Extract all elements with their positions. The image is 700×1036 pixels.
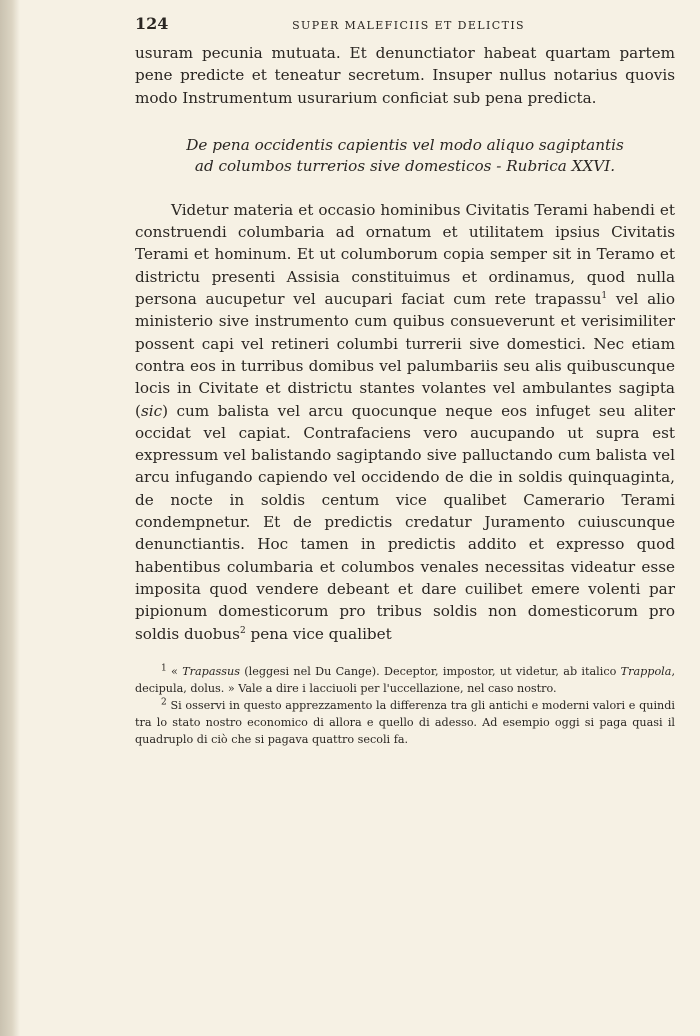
- main-paragraph-part-2: vel alio ministerio sive instrumento cum quibus consueverunt et verisimiliter possent capi vel retineri columbi turrerii sive domestici. Nec etiam contra eos in turribus domibus vel palumbariis seu alis quibuscunque locis in Civitate et districtu stantes volantes vel ambulantes sagipta (: [135, 290, 675, 420]
- footnote-1-mid: (leggesi nel Du Cange). Deceptor, impostor, ut videtur, ab italico: [239, 664, 621, 678]
- footnote-2-text: Si osservi in questo apprezzamento la differenza tra gli antichi e moderni valori e quindi tra lo stato nostro economico di allora e quello di adesso. Ad esempio oggi si paga quasi il quadruplo di ciò che si pagava quattro secoli fa.: [135, 698, 676, 746]
- footnote-1-term2: Trappola: [620, 664, 672, 678]
- footnote-1: [135, 663, 675, 697]
- footnote-2-mark: 2: [161, 697, 167, 708]
- main-paragraph-part-1: Videtur materia et occasio hominibus Civitatis Terami habendi et construendi columbaria ad ornatum et utilitatem ipsius Civitatis Terami et hominum. Et ut columborum copia semper sit in Teramo et districtu presenti Assisia constituimus et ordinamus, quod nulla persona aucupetur vel aucupari faciat cum rete trapassu: [135, 200, 675, 309]
- footnotes: [135, 663, 675, 748]
- main-paragraph-part-3: ) cum balista vel arcu quocunque neque eos infuget seu aliter occidat vel capiat. Contrafaciens vero aucupando ut supra est expressum vel balistando sagiptando sive palluctando cum balista vel arcu infugando capiendo vel occidendo de die in soldis quinquaginta, de nocte in soldis centum vice qualibet Camerario Terami condempnetur. Et de predictis credatur Juramento cuiuscunque denunctiantis. Hoc tamen in predictis addito et expresso quod habentibus columbaria et columbos venales necessitas videatur esse imposita quod vendere debeant et dare cuilibet emere volenti par pipionum domesticorum pro tribus soldis non domesticorum pro soldis duobus: [135, 401, 675, 643]
- footnote-1-pre: «: [171, 664, 183, 678]
- footnote-2: [135, 697, 675, 748]
- book-binding-shadow: [0, 0, 20, 1036]
- book-page: [135, 14, 675, 748]
- footnote-1-post: , decipula, dolus. » Vale a dire i lacciuoli per l'uccellazione, nel caso nostro.: [135, 664, 675, 695]
- continued-paragraph: usuram pecunia mutuata. Et denunctiator habeat quartam partem pene predicte et teneatur secretum. Insuper nullus notarius quovis modo Instrumentum usurarium conficiat sub pena predicta.: [135, 44, 675, 107]
- running-head: [135, 14, 675, 38]
- main-paragraph-part-4: pena vice qualibet: [245, 624, 392, 643]
- rubric-line-2: ad columbos turrerios sive domesticos - Rubrica XXVI.: [194, 156, 616, 175]
- footnote-1-term: Trapassus: [182, 664, 240, 678]
- main-paragraph: [135, 199, 675, 645]
- sic-mark: sic: [140, 401, 163, 420]
- rubric-line-1: De pena occidentis capientis vel modo aliquo sagiptantis: [186, 135, 624, 154]
- page-number: 124: [135, 14, 169, 33]
- footnote-ref-2[interactable]: 2: [239, 625, 246, 636]
- body-text: [135, 42, 675, 645]
- footnote-1-mark: 1: [161, 663, 167, 674]
- rubric-heading: [135, 135, 675, 177]
- running-head-title: SUPER MALEFICIIS ET DELICTIS: [292, 19, 525, 32]
- footnote-ref-1[interactable]: 1: [601, 291, 608, 302]
